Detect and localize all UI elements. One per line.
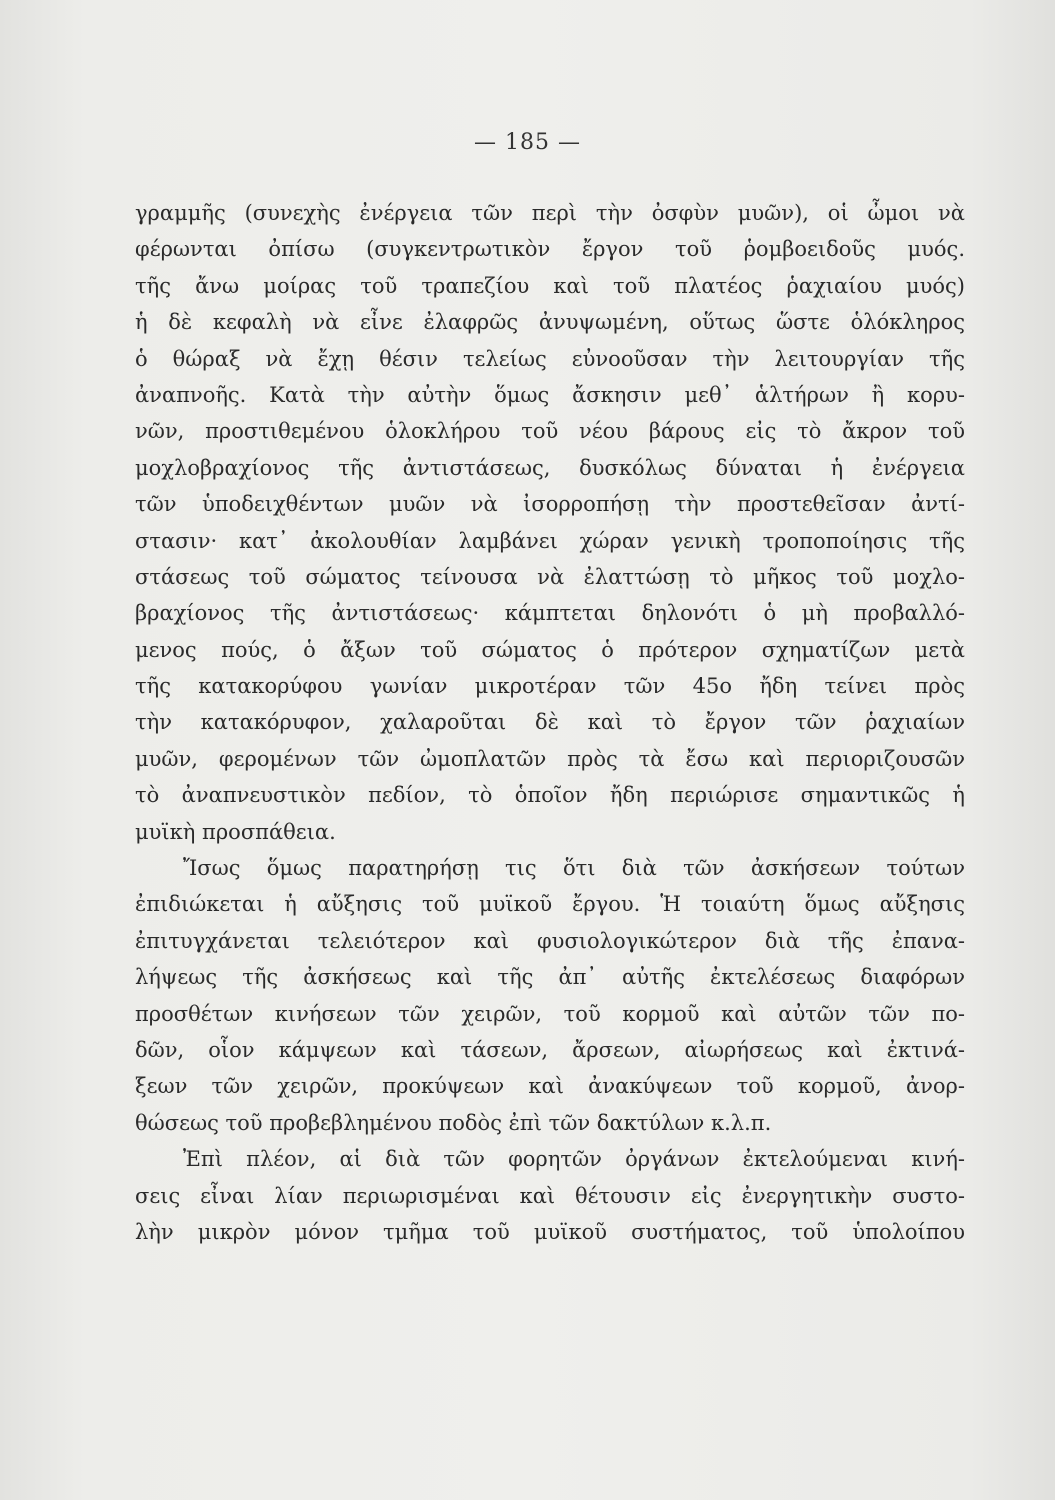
text-line: ξεων τῶν χειρῶν, προκύψεων καὶ ἀνακύψεων τοῦ κορμοῦ, ἀνορ- <box>135 1074 965 1099</box>
text-line: ὁ θώραξ νὰ ἔχῃ θέσιν τελείως εὐνοοῦσαν τὴν λειτουργίαν τῆς <box>135 346 965 371</box>
text-line: ἡ δὲ κεφαλὴ νὰ εἶνε ἐλαφρῶς ἀνυψωμένη, οὕτως ὥστε ὁλόκληρος <box>135 310 965 335</box>
text-line: μυῶν, φερομένων τῶν ὠμοπλατῶν πρὸς τὰ ἔσω καὶ περιοριζουσῶν <box>135 746 965 771</box>
page-number: — 185 — <box>474 130 581 155</box>
text-line: στασιν· κατ᾽ ἀκολουθίαν λαμβάνει χώραν γενικὴ τροποποίησις τῆς <box>135 528 965 553</box>
text-line: στάσεως τοῦ σώματος τείνουσα νὰ ἐλαττώσῃ τὸ μῆκος τοῦ μοχλο- <box>135 564 965 589</box>
text-line: προσθέτων κινήσεων τῶν χειρῶν, τοῦ κορμοῦ καὶ αὐτῶν τῶν πο- <box>135 1001 965 1026</box>
text-line: τὸ ἀναπνευστικὸν πεδίον, τὸ ὁποῖον ἤδη περιώρισε σημαντικῶς ἡ <box>135 783 965 808</box>
text-line: τὴν κατακόρυφον, χαλαροῦται δὲ καὶ τὸ ἔργον τῶν ῥαχιαίων <box>135 710 965 735</box>
text-line: Ἴσως ὅμως παρατηρήσῃ τις ὅτι διὰ τῶν ἀσκήσεων τούτων <box>183 856 965 881</box>
text-line: δῶν, οἷον κάμψεων καὶ τάσεων, ἄρσεων, αἰωρήσεως καὶ ἐκτινά- <box>135 1037 965 1062</box>
text-line: σεις εἶναι λίαν περιωρισμέναι καὶ θέτουσιν εἰς ἐνεργητικὴν συστο- <box>135 1183 965 1208</box>
text-line: νῶν, προστιθεμένου ὁλοκλήρου τοῦ νέου βάρους εἰς τὸ ἄκρον τοῦ <box>135 419 965 444</box>
text-line: βραχίονος τῆς ἀντιστάσεως· κάμπτεται δηλονότι ὁ μὴ προβαλλό- <box>135 601 965 626</box>
text-line: τῆς κατακορύφου γωνίαν μικροτέραν τῶν 45ο ἤδη τείνει πρὸς <box>135 674 965 699</box>
text-line: Ἐπὶ πλέον, αἱ διὰ τῶν φορητῶν ὀργάνων ἐκτελούμεναι κινή- <box>183 1147 965 1172</box>
text-line: θώσεως τοῦ προβεβλημένου ποδὸς ἐπὶ τῶν δακτύλων κ.λ.π. <box>135 1110 772 1135</box>
text-line: λὴν μικρὸν μόνον τμῆμα τοῦ μυϊκοῦ συστήματος, τοῦ ὑπολοίπου <box>135 1219 965 1244</box>
text-line: γραμμῆς (συνεχὴς ἐνέργεια τῶν περὶ τὴν ὀσφὺν μυῶν), οἱ ὦμοι νὰ <box>135 201 965 225</box>
text-line: ἀναπνοῆς. Κατὰ τὴν αὐτὴν ὅμως ἄσκησιν μεθ᾽ ἁλτήρων ἢ κορυ- <box>135 382 965 407</box>
text-line: τῶν ὑποδειχθέντων μυῶν νὰ ἰσορροπήσῃ τὴν προστεθεῖσαν ἀντί- <box>135 492 965 517</box>
text-line: τῆς ἄνω μοίρας τοῦ τραπεζίου καὶ τοῦ πλατέος ῥαχιαίου μυός) <box>135 273 965 298</box>
body-text <box>135 195 965 1250</box>
text-line: ἐπιτυγχάνεται τελειότερον καὶ φυσιολογικώτερον διὰ τῆς ἐπανα- <box>135 928 965 953</box>
text-line: μοχλοβραχίονος τῆς ἀντιστάσεως, δυσκόλως δύναται ἡ ἐνέργεια <box>135 455 965 480</box>
text-line: μενος πούς, ὁ ἄξων τοῦ σώματος ὁ πρότερον σχηματίζων μετὰ <box>135 637 965 662</box>
text-line: ἐπιδιώκεται ἡ αὔξησις τοῦ μυϊκοῦ ἔργου. Ἡ τοιαύτη ὅμως αὔξησις <box>135 892 965 917</box>
text-line: λήψεως τῆς ἀσκήσεως καὶ τῆς ἀπ᾽ αὐτῆς ἐκτελέσεως διαφόρων <box>135 965 965 990</box>
text-line: φέρωνται ὀπίσω (συγκεντρωτικὸν ἔργον τοῦ ῥομβοειδοῦς μυός. <box>135 237 965 262</box>
text-line: μυϊκὴ προσπάθεια. <box>135 819 336 844</box>
